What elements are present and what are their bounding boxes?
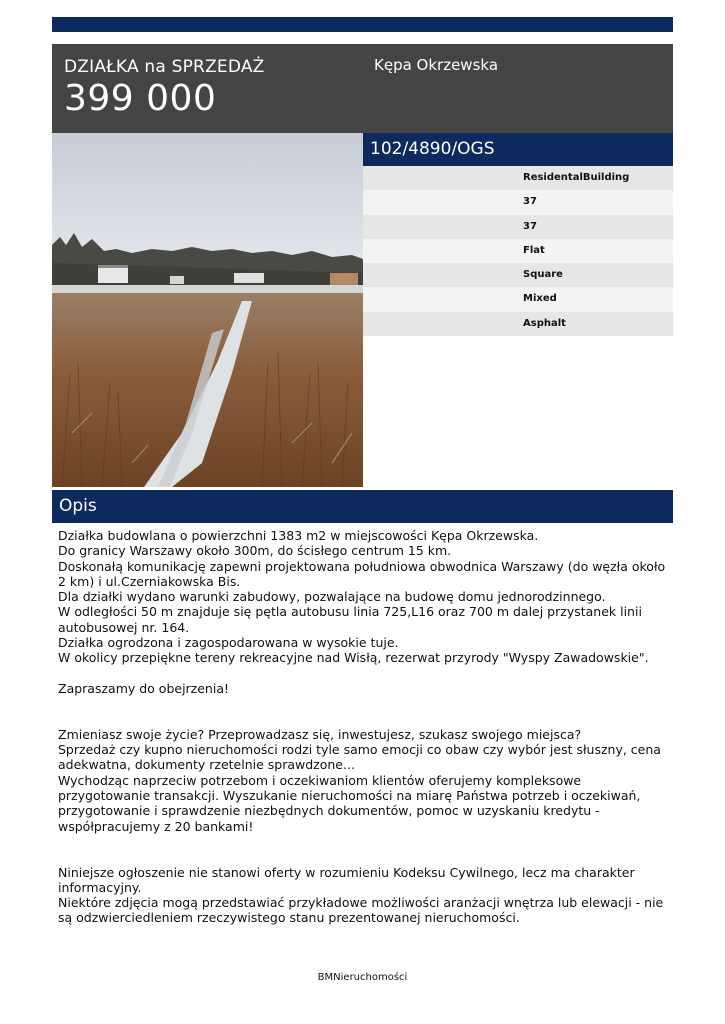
- property-parameters: [363, 166, 673, 336]
- param-value: Mixed: [523, 293, 557, 305]
- agency-footer: BMNieruchomości: [317, 972, 408, 983]
- listing-location: Kępa Okrzewska: [374, 56, 499, 74]
- param-row: [363, 263, 673, 287]
- offer-reference: 102/4890/OGS: [370, 139, 495, 159]
- param-value: 37: [523, 196, 537, 208]
- description-heading: Opis: [59, 496, 97, 516]
- param-row: [363, 287, 673, 311]
- param-row: [363, 312, 673, 336]
- param-row: [363, 190, 673, 214]
- listing-header: [52, 44, 673, 133]
- param-value: Square: [523, 269, 563, 281]
- listing-price: 399 000: [64, 78, 217, 119]
- param-value: ResidentalBuilding: [523, 172, 630, 183]
- property-photo-image: [52, 133, 363, 487]
- param-value: 37: [523, 220, 537, 232]
- property-photo: [52, 133, 363, 487]
- param-row: [363, 166, 673, 190]
- offer-reference-bar: [363, 133, 673, 166]
- param-row: [363, 215, 673, 239]
- description-text: Działka budowlana o powierzchni 1383 m2 w miejscowości Kępa Okrzewska. Do granicy Warszawy około 300m, do ścisłego centrum 15 km. Doskonałą komunikację zapewni projektowana południowa obwodnica Warszawy (do węzła około 2 km) i ul.Czerniakowska Bis. Dla działki wydano warunki zabudowy, pozwalające na budowę domu jednorodzinnego. W odległości 50 m znajduje się pętla autobusu linia 725,L16 oraz 700 m dalej przystanek linii autobusowej nr. 164. Działka ogrodzona i zagospodarowana w wysokie tuje. W okolicy przepiękne tereny rekreacyjne nad Wisłą, rezerwat przyrody "Wyspy Zawadowskie". Zapraszamy do obejrzenia! Zmieniasz swoje życie? Przeprowadzasz się, inwestujesz, szukasz swojego miejsca? Sprzedaż czy kupno nieruchomości rodzi tyle samo emocji co obaw czy wybór jest słuszny, cena adekwatna, dokumenty rzetelnie sprawdzone... Wychodząc naprzeciw potrzebom i oczekiwaniom klientów oferujemy kompleksowe przygotowanie transakcji. Wyszukanie nieruchomości na miarę Państwa potrzeb i oczekiwań, przygotowanie i sprawdzenie niezbędnych dokumentów, pomoc w uzyskaniu kredytu - współpracujemy z 20 bankami! Niniejsze ogłoszenie nie stanowi oferty w rozumieniu Kodeksu Cywilnego, lecz ma charakter informacyjny. Niektóre zdjęcia mogą przedstawiać przykładowe możliwości aranżacji wnętrza lub elewacji - nie są odzwierciedleniem rzeczywistego stanu prezentowanej nieruchomości.: [58, 528, 666, 926]
- description-heading-bar: [52, 490, 673, 523]
- param-value: Flat: [523, 244, 545, 256]
- top-accent-bar: [52, 17, 673, 32]
- param-value: Asphalt: [523, 317, 566, 329]
- param-row: [363, 239, 673, 263]
- listing-type: DZIAŁKA na SPRZEDAŻ: [64, 57, 265, 77]
